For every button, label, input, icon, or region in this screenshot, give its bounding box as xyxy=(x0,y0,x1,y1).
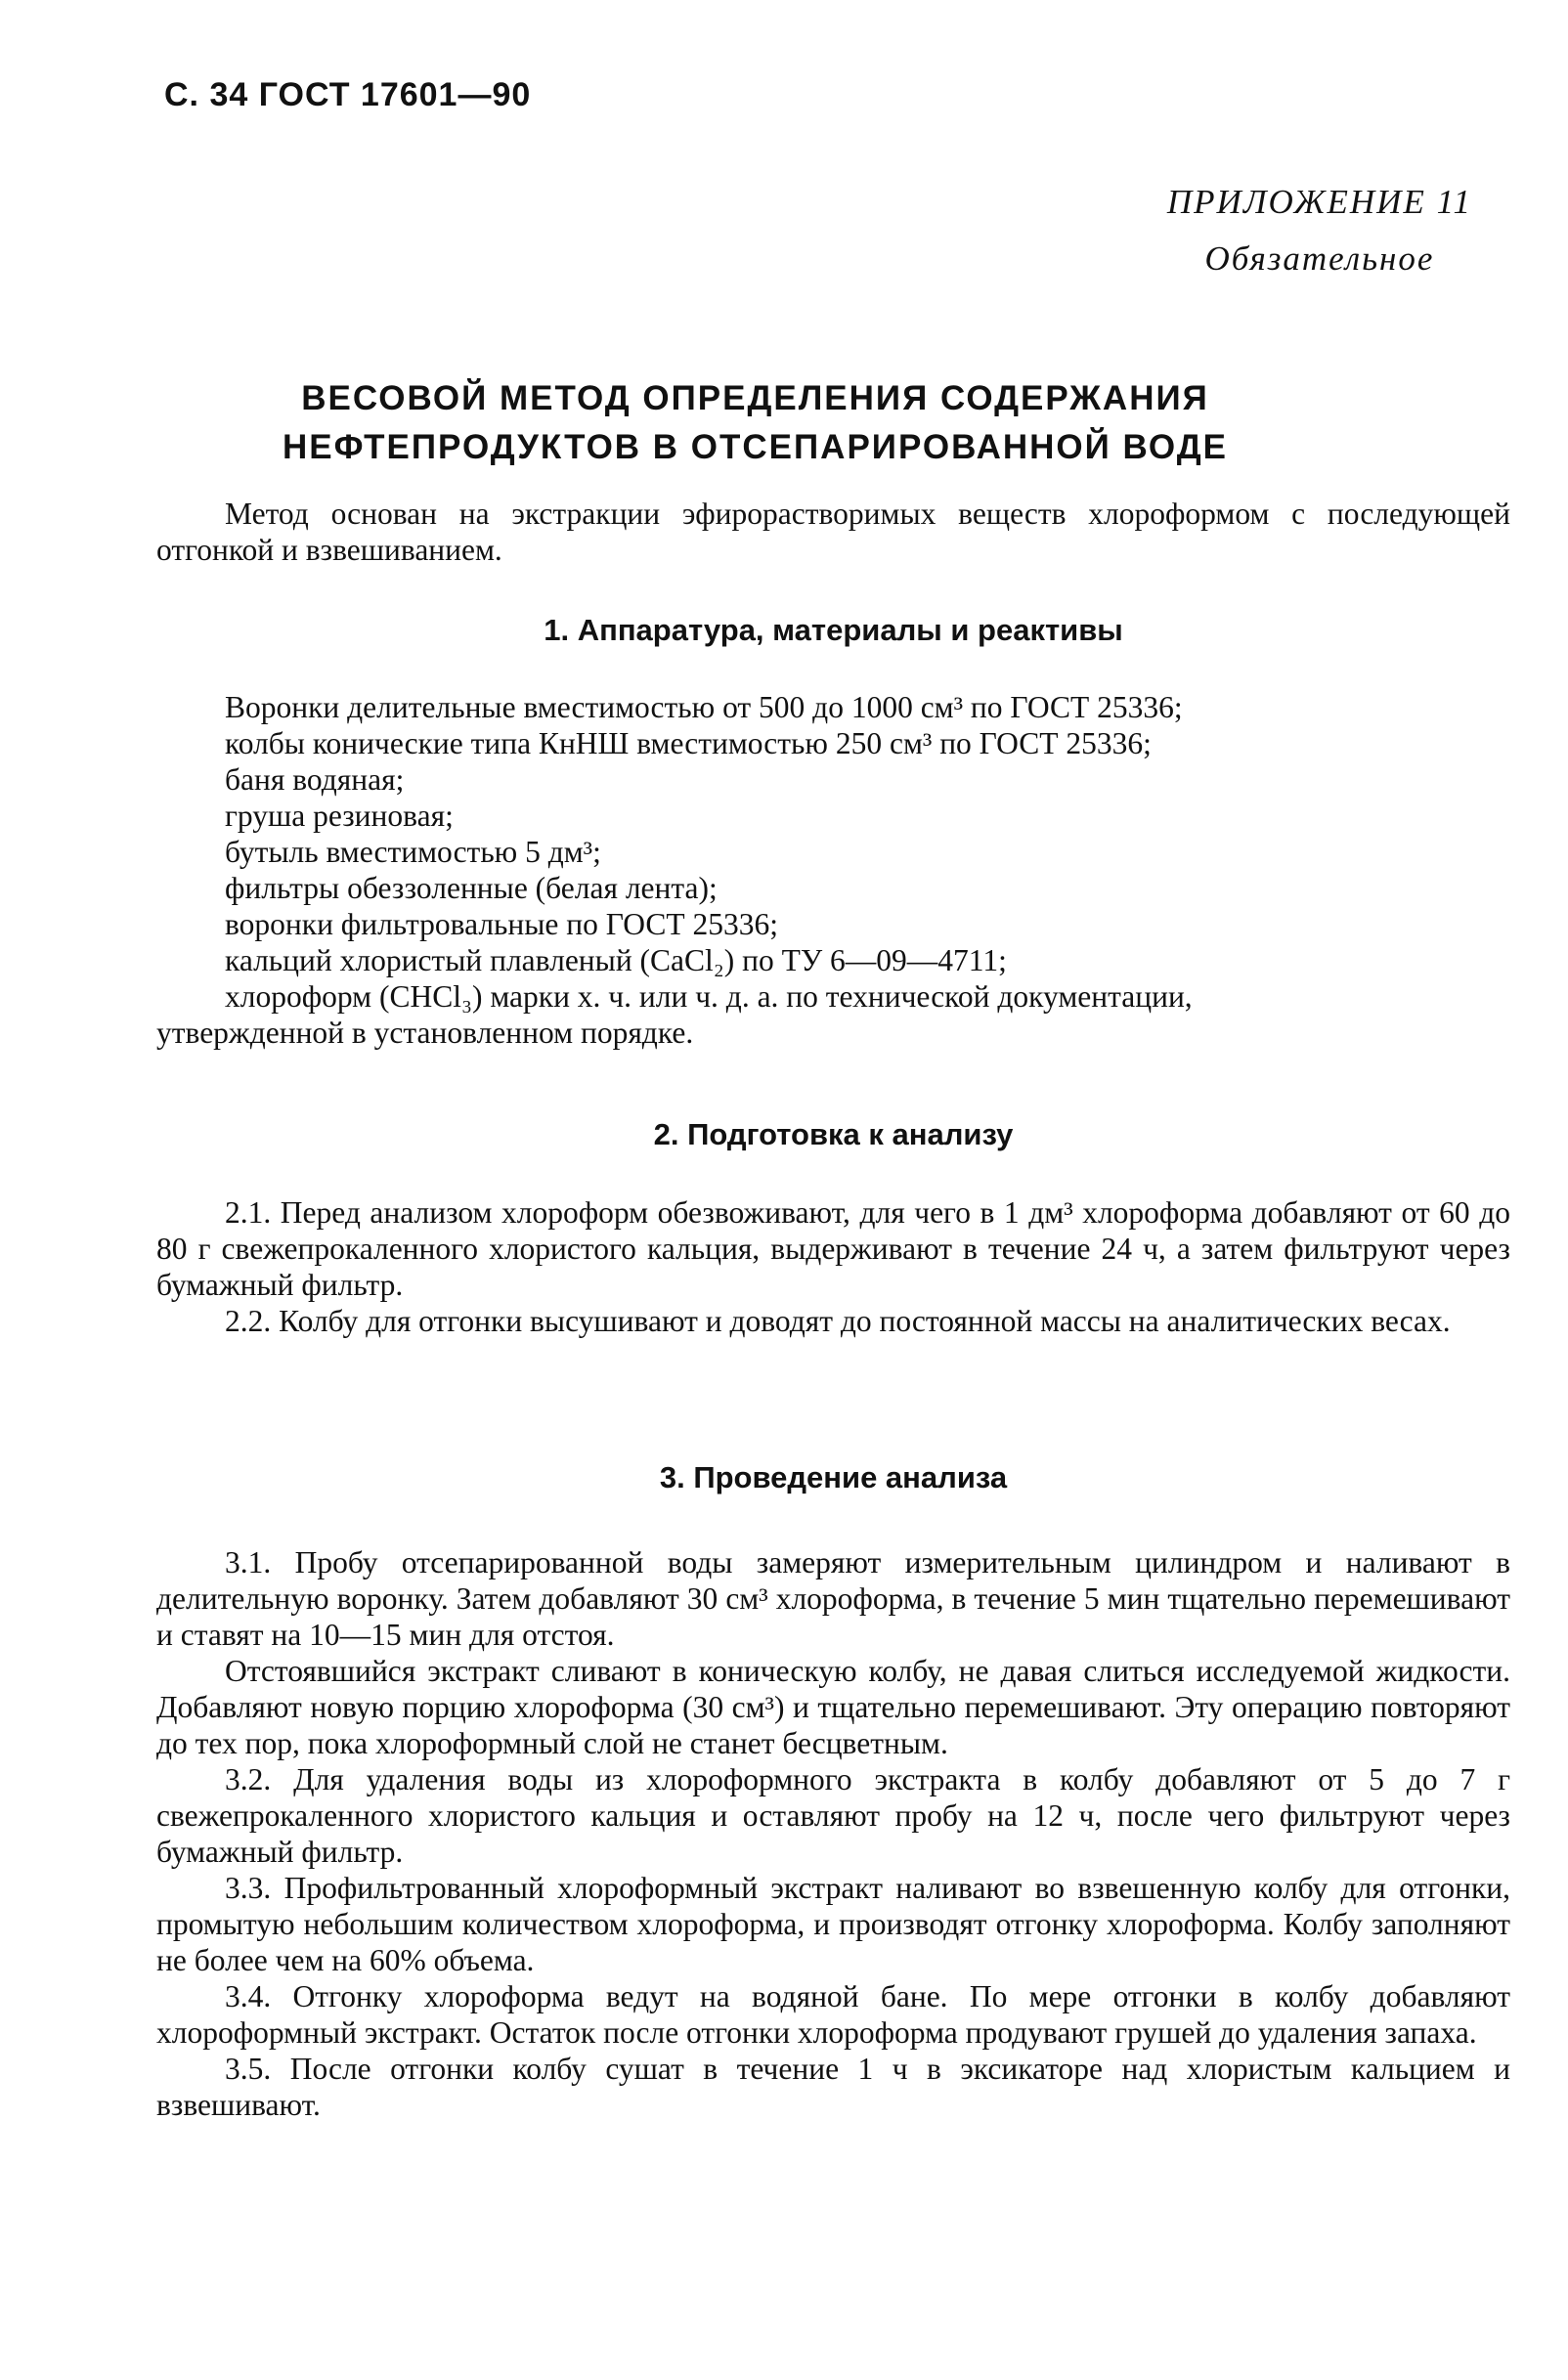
list-item: хлороформ (CHCl₃) марки х. ч. или ч. д. а. по технической документации, xyxy=(225,979,1193,1014)
intro-block xyxy=(156,496,1510,568)
list-item: бутыль вместимостью 5 дм³; xyxy=(225,835,601,869)
title-line: ВЕСОВОЙ МЕТОД ОПРЕДЕЛЕНИЯ СОДЕРЖАНИЯ xyxy=(301,379,1209,417)
paragraph: 3.1. Пробу отсепарированной воды замеряют измерительным цилиндром и наливают в делительную воронку. Затем добавляют 30 см³ хлороформа, в течение 5 мин тщательно перемешивают и ставят на 10—15 мин для отстоя. xyxy=(156,1545,1510,1652)
list-item: утвержденной в установленном порядке. xyxy=(156,1016,694,1050)
document-title xyxy=(156,374,1354,472)
list-item: Воронки делительные вместимостью от 500 до 1000 см³ по ГОСТ 25336; xyxy=(225,690,1183,724)
page-header: С. 34 ГОСТ 17601—90 xyxy=(164,76,532,113)
list-item: колбы конические типа КнНШ вместимостью 250 см³ по ГОСТ 25336; xyxy=(225,726,1152,760)
section-2-heading: 2. Подготовка к анализу xyxy=(653,1117,1014,1151)
section-3-body xyxy=(156,1544,1510,2123)
paragraph: 3.4. Отгонку хлороформа ведут на водяной бане. По мере отгонки в колбу добавляют хлороформный экстракт. Остаток после отгонки хлороформа продувают грушей до удаления запаха. xyxy=(156,1979,1510,2050)
paragraph: 2.2. Колбу для отгонки высушивают и доводят до постоянной массы на аналитических весах. xyxy=(225,1304,1451,1338)
appendix-block xyxy=(1167,174,1472,287)
list-item: баня водяная; xyxy=(225,762,405,797)
appendix-note: Обязательное xyxy=(1204,239,1435,278)
paragraph: 3.3. Профильтрованный хлороформный экстракт наливают во взвешенную колбу для отгонки, промытую небольшим количеством хлороформа, и производят отгонку хлороформа. Колбу заполняют не более чем на 60% объема. xyxy=(156,1871,1510,1977)
paragraph: 2.1. Перед анализом хлороформ обезвоживают, для чего в 1 дм³ хлороформа добавляют от 60 до 80 г свежепрокаленного хлористого кальция, выдерживают в течение 24 ч, а затем фильтруют через бумажный фильтр. xyxy=(156,1195,1510,1302)
list-item: груша резиновая; xyxy=(225,799,454,833)
paragraph: 3.2. Для удаления воды из хлороформного экстракта в колбу добавляют от 5 до 7 г свежепрокаленного хлористого кальция и оставляют пробу на 12 ч, после чего фильтруют через бумажный фильтр. xyxy=(156,1762,1510,1869)
list-item: фильтры обеззоленные (белая лента); xyxy=(225,871,718,905)
list-item: кальций хлористый плавленый (CaCl₂) по ТУ 6—09—4711; xyxy=(225,943,1007,977)
section-3-heading: 3. Проведение анализа xyxy=(659,1460,1008,1494)
paragraph: Отстоявшийся экстракт сливают в коническую колбу, не давая слиться исследуемой жидкости. Добавляют новую порцию хлороформа (30 см³) и тщательно перемешивают. Эту операцию повторяют до тех пор, пока хлороформный слой не станет бесцветным. xyxy=(156,1654,1510,1760)
section-1-list xyxy=(156,689,1510,1051)
paragraph: 3.5. После отгонки колбу сушат в течение 1 ч в эксикаторе над хлористым кальцием и взвешивают. xyxy=(156,2052,1510,2122)
title-line: НЕФТЕПРОДУКТОВ В ОТСЕПАРИРОВАННОЙ ВОДЕ xyxy=(283,428,1228,466)
appendix-title: ПРИЛОЖЕНИЕ 11 xyxy=(1166,183,1472,221)
list-item: воронки фильтровальные по ГОСТ 25336; xyxy=(225,907,778,941)
intro-paragraph: Метод основан на экстракции эфирорастворимых веществ хлороформом с последующей отгонкой и взвешиванием. xyxy=(156,497,1510,567)
section-2-body xyxy=(156,1194,1510,1339)
section-1-heading: 1. Аппаратура, материалы и реактивы xyxy=(544,613,1123,647)
